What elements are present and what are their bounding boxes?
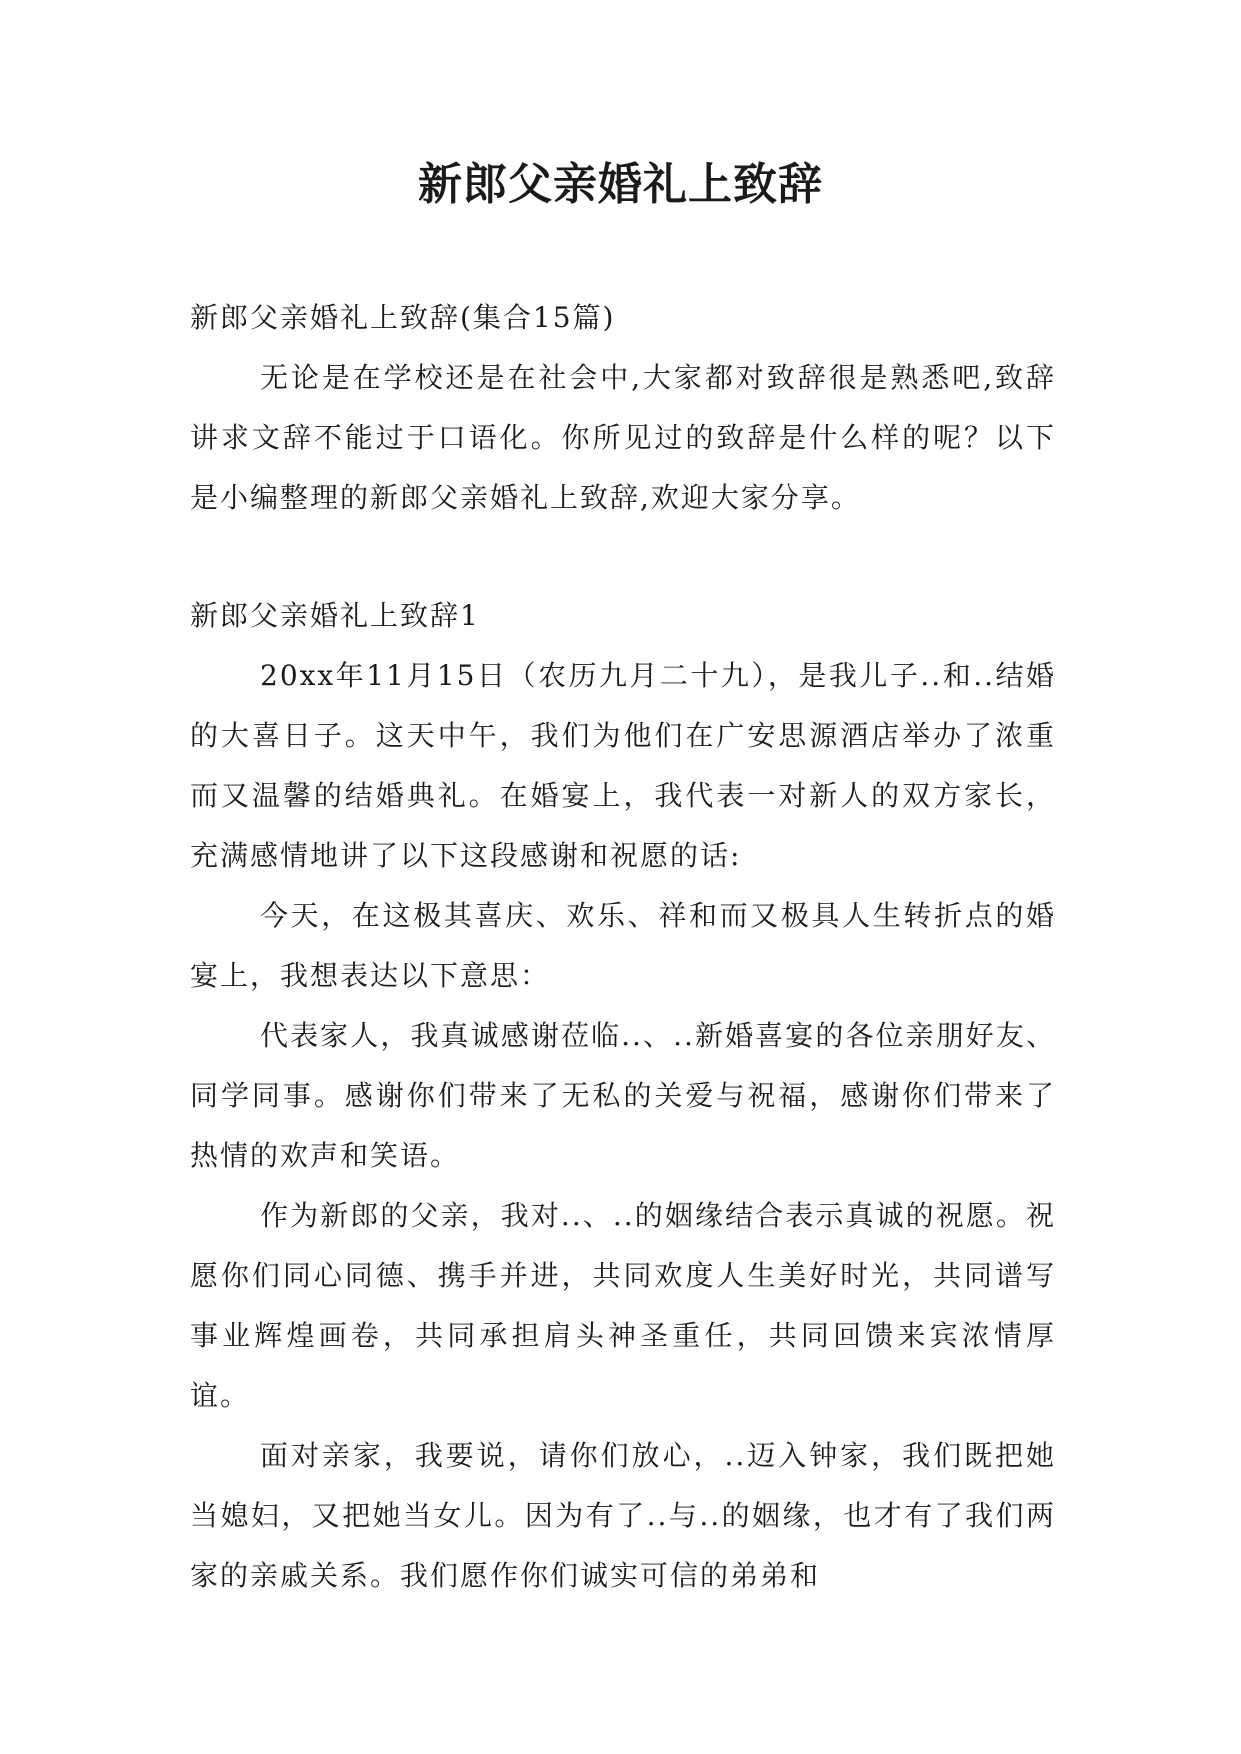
intro-paragraph: 无论是在学校还是在社会中,大家都对致辞很是熟悉吧,致辞讲求文辞不能过于口语化。你所见过的致辞是什么样的呢？以下是小编整理的新郎父亲婚礼上致辞,欢迎大家分享。 (190, 361, 1056, 514)
paragraph: 代表家人，我真诚感谢莅临..、..新婚喜宴的各位亲朋好友、同学同事。感谢你们带来了无私的关爱与祝福，感谢你们带来了热情的欢声和笑语。 (190, 1019, 1056, 1172)
document-body (190, 288, 1056, 1606)
section-spacer (190, 528, 1056, 586)
section-heading: 新郎父亲婚礼上致辞1 (190, 599, 480, 632)
document-title: 新郎父亲婚礼上致辞 (418, 159, 823, 210)
paragraph: 面对亲家，我要说，请你们放心，..迈入钟家，我们既把她当媳妇，又把她当女儿。因为有了..与..的姻缘，也才有了我们两家的亲戚关系。我们愿作你们诚实可信的弟弟和 (190, 1439, 1056, 1592)
paragraph: 20xx年11月15日（农历九月二十九），是我儿子..和..结婚的大喜日子。这天中午，我们为他们在广安思源酒店举办了浓重而又温馨的结婚典礼。在婚宴上，我代表一对新人的双方家长，充满感情地讲了以下这段感谢和祝愿的话: (190, 659, 1056, 872)
paragraph: 作为新郎的父亲，我对..、..的姻缘结合表示真诚的祝愿。祝愿你们同心同德、携手并进，共同欢度人生美好时光，共同谱写事业辉煌画卷，共同承担肩头神圣重任，共同回馈来宾浓情厚谊。 (190, 1199, 1056, 1412)
document-subtitle: 新郎父亲婚礼上致辞(集合15篇) (190, 301, 616, 334)
paragraph: 今天，在这极其喜庆、欢乐、祥和而又极具人生转折点的婚宴上，我想表达以下意思： (190, 899, 1056, 992)
